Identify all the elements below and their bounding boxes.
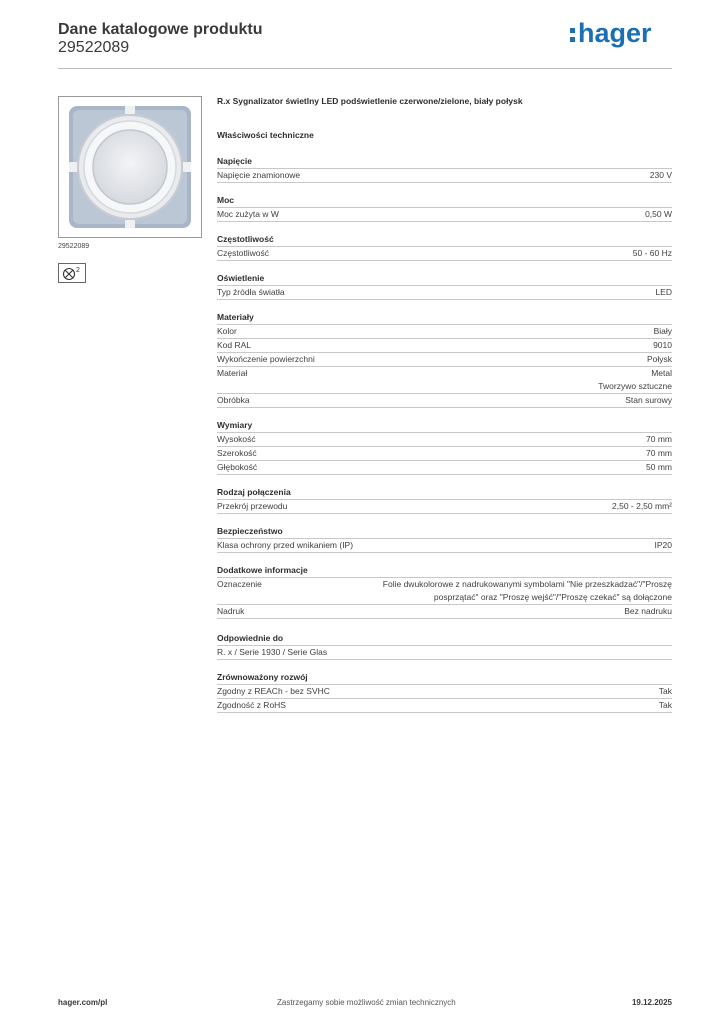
footer-website: hager.com/pl — [58, 998, 108, 1007]
spec-label: Kod RAL — [217, 340, 252, 350]
spec-value — [650, 169, 672, 182]
spec-label: Kolor — [217, 326, 237, 336]
footer-date: 19.12.2025 — [631, 998, 672, 1007]
spec-value-line: Tak — [658, 700, 672, 710]
image-caption: 29522089 — [58, 243, 90, 250]
spec-section — [217, 486, 672, 514]
spec-section — [217, 233, 672, 261]
spec-section — [217, 671, 672, 713]
section-title: Materiały — [217, 311, 672, 325]
spec-section — [217, 419, 672, 475]
spec-row — [217, 685, 672, 699]
spec-value — [646, 433, 672, 446]
spec-value-line: Stan surowy — [625, 395, 672, 405]
brand-name: hager — [578, 18, 652, 48]
spec-label: R. x / Serie 1930 / Serie Glas — [217, 647, 328, 657]
spec-value — [645, 208, 672, 221]
section-title: Napięcie — [217, 155, 672, 169]
section-title: Zrównoważony rozwój — [217, 671, 672, 685]
spec-label: Obróbka — [217, 395, 250, 405]
spec-row — [217, 169, 672, 183]
spec-section — [217, 564, 672, 619]
page-title: Dane katalogowe produktu — [58, 21, 263, 38]
spec-label: Napięcie znamionowe — [217, 170, 301, 180]
spec-value — [655, 286, 672, 299]
spec-value-line: Połysk — [646, 354, 672, 364]
section-title: Odpowiednie do — [217, 632, 672, 646]
spec-section — [217, 632, 672, 660]
spec-row — [217, 286, 672, 300]
spec-section — [217, 311, 672, 408]
spec-value-line: Biały — [653, 326, 672, 336]
spec-value-line: Tak — [658, 686, 672, 696]
spec-value — [633, 247, 672, 260]
spec-value — [659, 685, 672, 698]
spec-row — [217, 461, 672, 475]
spec-value — [654, 325, 672, 338]
spec-row — [217, 394, 672, 408]
hager-logo — [568, 14, 664, 50]
spec-label: Materiał — [217, 368, 248, 378]
spec-row — [217, 699, 672, 713]
spec-label: Oznaczenie — [217, 579, 262, 589]
spec-label: Klasa ochrony przed wnikaniem (IP) — [217, 540, 354, 550]
section-title: Częstotliwość — [217, 233, 672, 247]
spec-label: Częstotliwość — [217, 248, 269, 258]
spec-value-line: 2,50 - 2,50 mm² — [612, 501, 672, 511]
spec-row — [217, 539, 672, 553]
spec-section — [217, 194, 672, 222]
spec-label: Głębokość — [217, 462, 258, 472]
section-title: Moc — [217, 194, 672, 208]
spec-value — [598, 367, 672, 393]
spec-value-line: Bez nadruku — [624, 606, 672, 616]
spec-value-line: 70 mm — [646, 434, 672, 444]
spec-value-line: LED — [655, 287, 672, 297]
spec-value-line: Metal — [651, 368, 672, 378]
spec-label: Przekrój przewodu — [217, 501, 288, 511]
spec-section — [217, 155, 672, 183]
spec-row — [217, 578, 672, 605]
spec-value-line: 70 mm — [646, 448, 672, 458]
spec-label: Zgodność z RoHS — [217, 700, 286, 710]
section-title: Oświetlenie — [217, 272, 672, 286]
spec-row — [217, 447, 672, 461]
spec-section — [217, 272, 672, 300]
spec-row — [217, 605, 672, 619]
spec-value — [659, 699, 672, 712]
spec-value — [655, 539, 673, 552]
spec-value — [653, 339, 672, 352]
section-title: Wymiary — [217, 419, 672, 433]
spec-row — [217, 367, 672, 394]
section-title: Bezpieczeństwo — [217, 525, 672, 539]
spec-value-line: 50 - 60 Hz — [632, 248, 672, 258]
spec-label: Moc zużyta w W — [217, 209, 279, 219]
header-divider — [58, 68, 672, 69]
product-number: 29522089 — [58, 39, 130, 56]
spec-value — [382, 578, 672, 604]
spec-section — [217, 525, 672, 553]
spec-label: Wysokość — [217, 434, 256, 444]
symbol-superscript: 2 — [76, 267, 80, 274]
spec-row — [217, 353, 672, 367]
spec-value — [625, 394, 672, 407]
spec-label: Szerokość — [217, 448, 257, 458]
spec-value-line: 50 mm — [646, 462, 672, 472]
spec-value — [646, 461, 672, 474]
spec-label: Wykończenie powierzchni — [217, 354, 315, 364]
spec-value-line: IP20 — [654, 540, 672, 550]
spec-value — [624, 605, 672, 618]
spec-sections — [217, 155, 672, 713]
spec-row — [217, 339, 672, 353]
footer-notice: Zastrzegamy sobie możliwość zmian technicznych — [277, 998, 456, 1007]
spec-value-line: 9010 — [653, 340, 672, 350]
spec-value-line: Tworzywo sztuczne — [598, 381, 672, 391]
spec-row — [217, 247, 672, 261]
spec-row — [217, 325, 672, 339]
spec-row — [217, 433, 672, 447]
spec-row — [217, 500, 672, 514]
tech-heading: Właściwości techniczne — [217, 130, 314, 140]
spec-content — [217, 96, 672, 713]
spec-value — [646, 447, 672, 460]
product-title: R.x Sygnalizator świetlny LED podświetlenie czerwone/zielone, biały połysk — [217, 96, 523, 106]
spec-row — [217, 646, 672, 660]
spec-value-line: 0,50 W — [645, 209, 672, 219]
section-title: Rodzaj połączenia — [217, 486, 672, 500]
spec-row — [217, 208, 672, 222]
product-image — [58, 96, 202, 238]
lamp-cross-icon — [58, 263, 86, 283]
spec-value — [612, 500, 672, 513]
spec-label: Typ źródła światła — [217, 287, 285, 297]
spec-value-line: 230 V — [649, 170, 672, 180]
section-title: Dodatkowe informacje — [217, 564, 672, 578]
spec-value — [647, 353, 672, 366]
spec-value-line: Folie dwukolorowe z nadrukowanymi symbolami "Nie przeszkadzać"/"Proszę posprzątać" oraz "Proszę wejść"/"Proszę czekać" są dołączone — [382, 579, 672, 602]
spec-label: Nadruk — [217, 606, 245, 616]
spec-label: Zgodny z REACh - bez SVHC — [217, 686, 330, 696]
